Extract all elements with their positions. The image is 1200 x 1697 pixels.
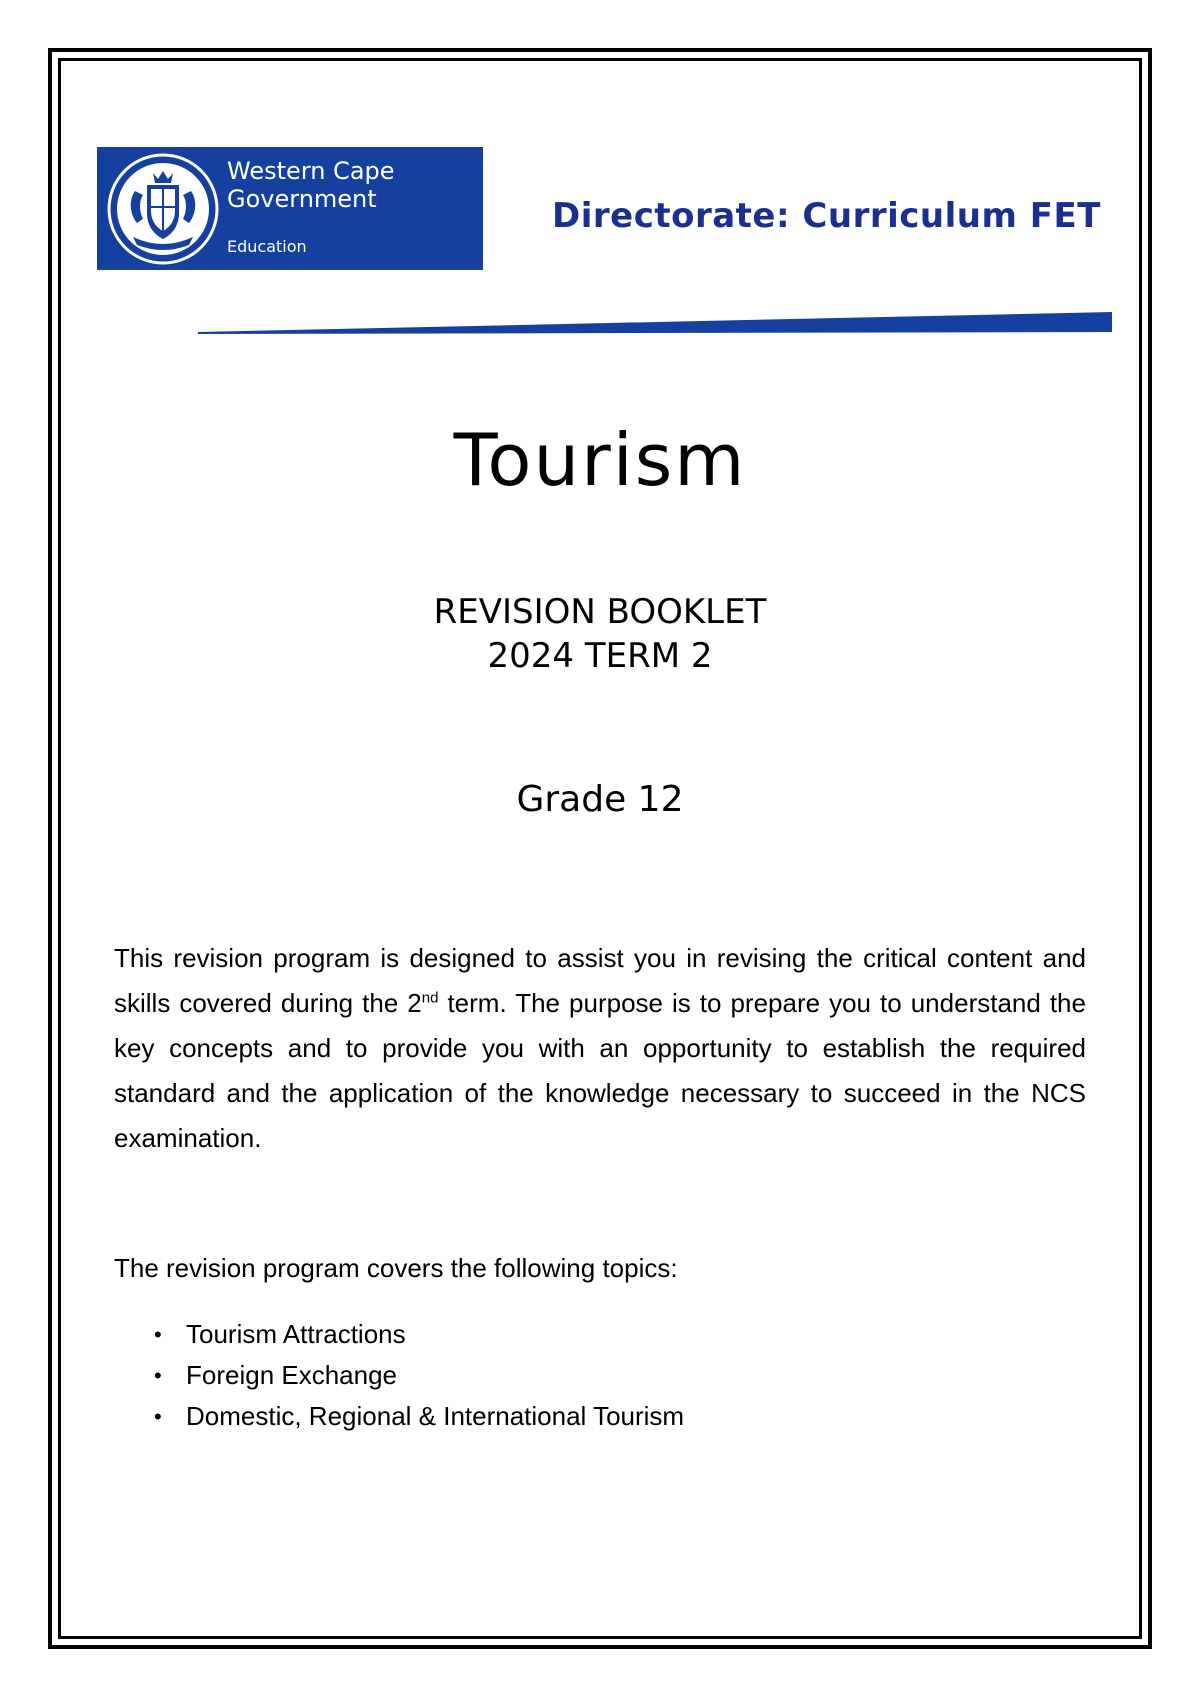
booklet-title-line-1: REVISION BOOKLET bbox=[433, 592, 767, 632]
header-rule bbox=[198, 312, 1112, 336]
grade-label: Grade 12 bbox=[516, 779, 684, 820]
bullet-icon: • bbox=[154, 1363, 162, 1388]
logo-org-line-1: Western Cape bbox=[227, 157, 395, 185]
subject-title: Tourism bbox=[453, 418, 747, 502]
topic-label: Domestic, Regional & International Tourism bbox=[186, 1401, 685, 1431]
bullet-icon: • bbox=[154, 1404, 162, 1429]
topic-label: Foreign Exchange bbox=[186, 1360, 398, 1390]
logo-department: Education bbox=[227, 237, 307, 256]
bullet-icon: • bbox=[154, 1322, 162, 1347]
intro-paragraph bbox=[114, 936, 1086, 1161]
intro-text-start: This revision program is designed to assist you in revising the critical content and skills covered during the 2 bbox=[114, 943, 1086, 1018]
list-item bbox=[114, 1314, 684, 1355]
topics-lead: The revision program covers the following topics: bbox=[114, 1253, 678, 1283]
topic-label: Tourism Attractions bbox=[186, 1319, 406, 1349]
topics-list bbox=[114, 1314, 684, 1437]
booklet-title-line-2: 2024 TERM 2 bbox=[487, 636, 713, 676]
coat-of-arms-icon bbox=[105, 151, 221, 267]
logo-org-line-2: Government bbox=[227, 185, 377, 213]
list-item bbox=[114, 1355, 684, 1396]
wcg-logo bbox=[97, 147, 483, 270]
list-item bbox=[114, 1396, 684, 1437]
directorate-heading: Directorate: Curriculum FET bbox=[552, 196, 1101, 236]
intro-text-end: term. The purpose is to prepare you to understand the key concepts and to provide you with an opportunity to establish the required standard and the application of the knowledge necessary to succeed in the NCS examination. bbox=[114, 988, 1086, 1153]
intro-ordinal-suffix: nd bbox=[421, 989, 439, 1007]
